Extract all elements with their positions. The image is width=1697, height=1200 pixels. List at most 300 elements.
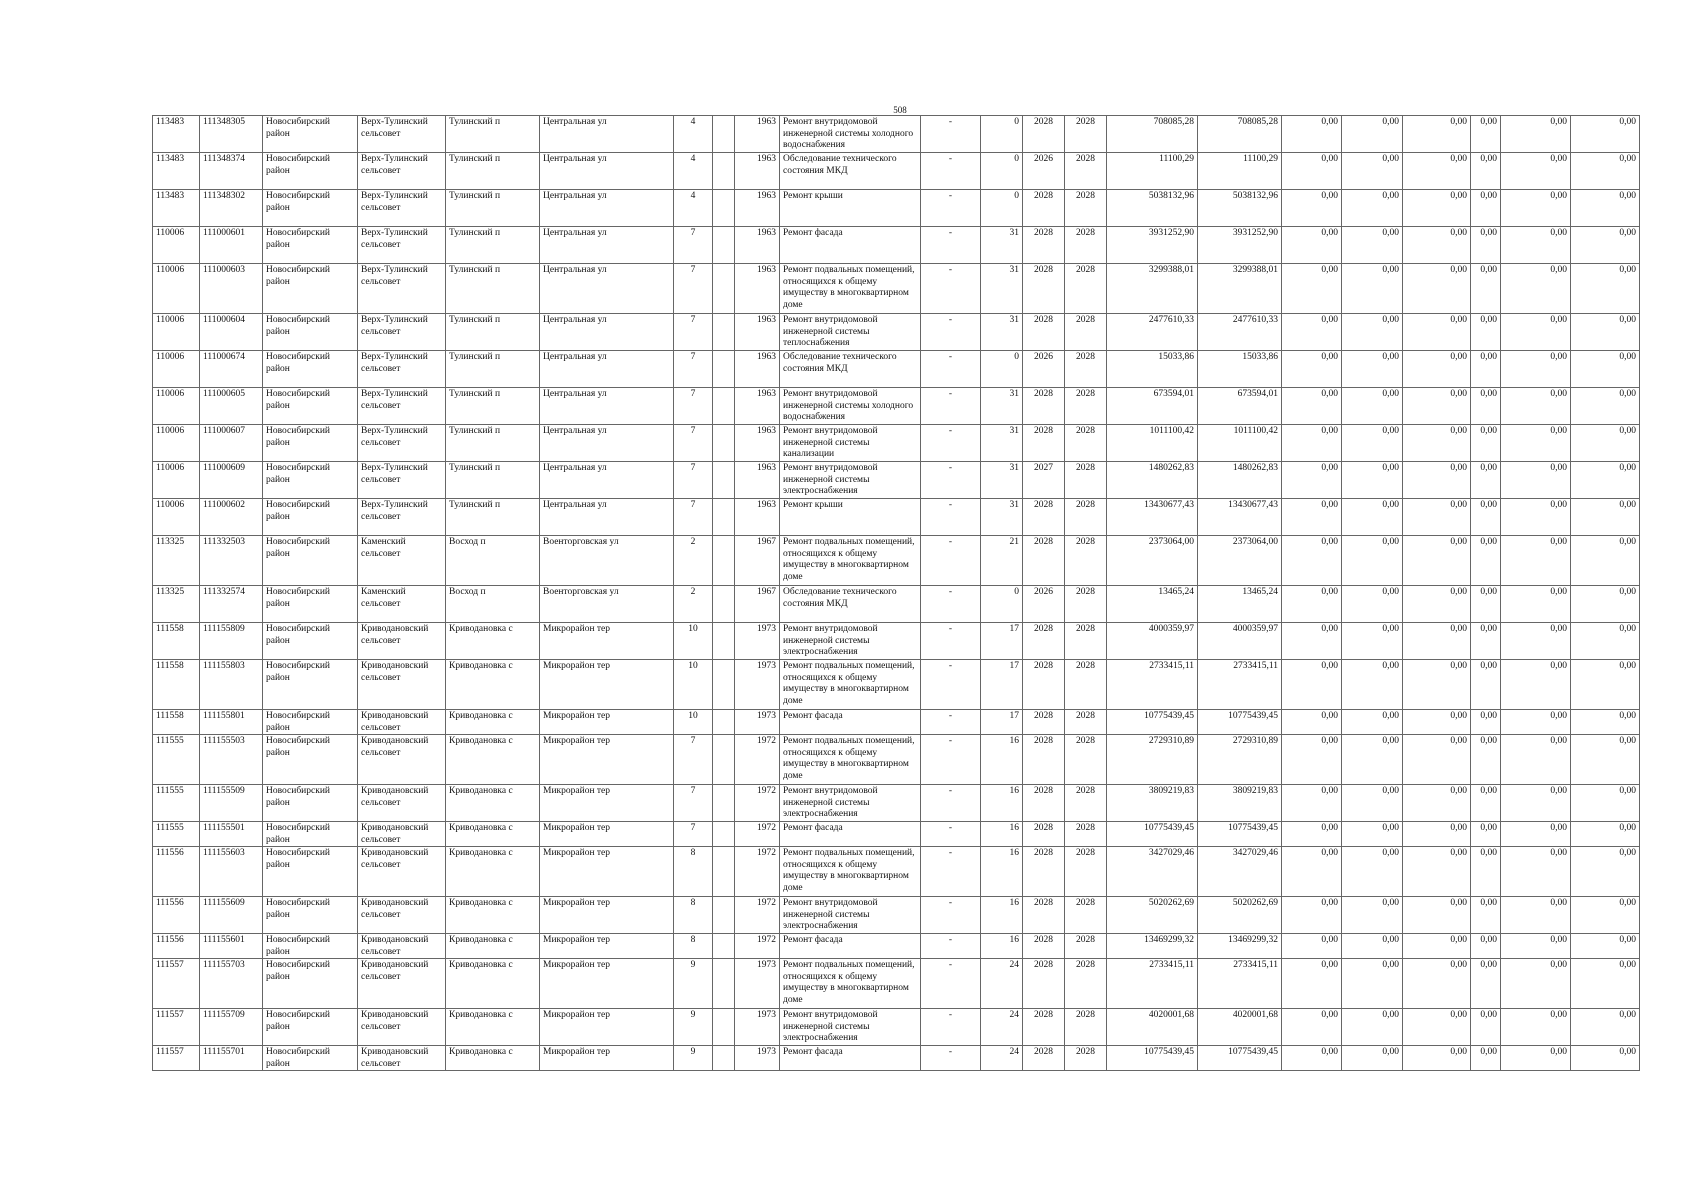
cell-cost-amount: 1011100,42 xyxy=(1198,425,1282,462)
cell-fund-1: 0,00 xyxy=(1282,425,1342,462)
cell-fund-6: 0,00 xyxy=(1571,847,1640,897)
cell-fund-5: 0,00 xyxy=(1501,1046,1571,1071)
cell-fund-6: 0,00 xyxy=(1571,190,1640,227)
cell-settlement: Тулинский п xyxy=(446,116,540,153)
cell-fund-2: 0,00 xyxy=(1342,735,1403,785)
cell-settlement: Восход п xyxy=(446,536,540,586)
cell-work-type: Ремонт внутридомовой инженерной системы теплоснабжения xyxy=(780,314,921,351)
cell-work-type: Обследование технического состояния МКД xyxy=(780,351,921,388)
cell-municipality: Верх-Тулинский сельсовет xyxy=(358,314,446,351)
cell-count: 16 xyxy=(981,897,1023,934)
cell-year-end: 2028 xyxy=(1065,227,1107,264)
cell-year-planned: 2028 xyxy=(1023,897,1065,934)
cell-fund-4: 0,00 xyxy=(1471,847,1501,897)
cell-dash: - xyxy=(921,499,981,536)
cell-year-built: 1973 xyxy=(735,1046,780,1071)
cell-building xyxy=(713,959,735,1009)
cell-year-end: 2028 xyxy=(1065,847,1107,897)
cell-fund-1: 0,00 xyxy=(1282,227,1342,264)
cell-fund-5: 0,00 xyxy=(1501,499,1571,536)
cell-street: Центральная ул xyxy=(540,425,674,462)
cell-year-planned: 2028 xyxy=(1023,227,1065,264)
cell-year-planned: 2028 xyxy=(1023,388,1065,425)
cell-year-built: 1973 xyxy=(735,710,780,735)
cell-house-id: 111555 xyxy=(153,735,200,785)
cell-count: 0 xyxy=(981,586,1023,623)
cell-fund-6: 0,00 xyxy=(1571,1046,1640,1071)
cell-house-number: 2 xyxy=(674,536,713,586)
cell-fund-2: 0,00 xyxy=(1342,499,1403,536)
cell-street: Центральная ул xyxy=(540,227,674,264)
cell-cost-amount: 13430677,43 xyxy=(1198,499,1282,536)
cell-work-id: 111155803 xyxy=(200,660,263,710)
cell-cost-amount: 3427029,46 xyxy=(1198,847,1282,897)
cell-settlement: Тулинский п xyxy=(446,153,540,190)
cell-fund-4: 0,00 xyxy=(1471,536,1501,586)
cell-building xyxy=(713,847,735,897)
cell-year-built: 1963 xyxy=(735,499,780,536)
cell-total-cost: 2373064,00 xyxy=(1107,536,1198,586)
cell-fund-6: 0,00 xyxy=(1571,822,1640,847)
cell-total-cost: 3809219,83 xyxy=(1107,785,1198,822)
cell-house-number: 7 xyxy=(674,425,713,462)
cell-fund-3: 0,00 xyxy=(1403,959,1471,1009)
cell-settlement: Криводановка с xyxy=(446,785,540,822)
cell-work-id: 111332574 xyxy=(200,586,263,623)
cell-work-type: Ремонт подвальных помещений, относящихся к общему имуществу в многоквартирном доме xyxy=(780,847,921,897)
cell-count: 31 xyxy=(981,314,1023,351)
cell-year-end: 2028 xyxy=(1065,314,1107,351)
cell-count: 31 xyxy=(981,462,1023,499)
cell-fund-1: 0,00 xyxy=(1282,822,1342,847)
cell-settlement: Криводановка с xyxy=(446,1009,540,1046)
cell-cost-amount: 3809219,83 xyxy=(1198,785,1282,822)
cell-fund-1: 0,00 xyxy=(1282,499,1342,536)
cell-dash: - xyxy=(921,623,981,660)
cell-house-number: 10 xyxy=(674,623,713,660)
cell-fund-1: 0,00 xyxy=(1282,388,1342,425)
cell-work-type: Ремонт внутридомовой инженерной системы электроснабжения xyxy=(780,623,921,660)
cell-fund-2: 0,00 xyxy=(1342,190,1403,227)
cell-municipality: Верх-Тулинский сельсовет xyxy=(358,499,446,536)
cell-house-id: 110006 xyxy=(153,499,200,536)
cell-work-id: 111155509 xyxy=(200,785,263,822)
cell-fund-3: 0,00 xyxy=(1403,735,1471,785)
cell-work-type: Ремонт внутридомовой инженерной системы холодного водоснабжения xyxy=(780,388,921,425)
cell-district: Новосибирский район xyxy=(263,388,358,425)
cell-settlement: Криводановка с xyxy=(446,660,540,710)
cell-building xyxy=(713,462,735,499)
cell-house-number: 7 xyxy=(674,351,713,388)
cell-work-id: 111155703 xyxy=(200,959,263,1009)
cell-district: Новосибирский район xyxy=(263,660,358,710)
cell-fund-1: 0,00 xyxy=(1282,710,1342,735)
cell-work-id: 111000602 xyxy=(200,499,263,536)
cell-cost-amount: 3931252,90 xyxy=(1198,227,1282,264)
table-row xyxy=(153,623,1640,660)
cell-fund-3: 0,00 xyxy=(1403,499,1471,536)
cell-house-number: 8 xyxy=(674,934,713,959)
cell-year-end: 2028 xyxy=(1065,425,1107,462)
cell-settlement: Тулинский п xyxy=(446,388,540,425)
cell-house-id: 110006 xyxy=(153,388,200,425)
cell-street: Микрорайон тер xyxy=(540,660,674,710)
cell-district: Новосибирский район xyxy=(263,314,358,351)
cell-year-built: 1963 xyxy=(735,264,780,314)
cell-fund-2: 0,00 xyxy=(1342,536,1403,586)
cell-fund-6: 0,00 xyxy=(1571,264,1640,314)
cell-fund-2: 0,00 xyxy=(1342,897,1403,934)
cell-fund-2: 0,00 xyxy=(1342,462,1403,499)
cell-fund-4: 0,00 xyxy=(1471,1009,1501,1046)
cell-year-planned: 2028 xyxy=(1023,314,1065,351)
cell-fund-2: 0,00 xyxy=(1342,959,1403,1009)
table-body xyxy=(153,116,1640,1071)
cell-total-cost: 4020001,68 xyxy=(1107,1009,1198,1046)
cell-building xyxy=(713,785,735,822)
cell-fund-6: 0,00 xyxy=(1571,897,1640,934)
cell-dash: - xyxy=(921,462,981,499)
cell-municipality: Криводановский сельсовет xyxy=(358,623,446,660)
cell-street: Микрорайон тер xyxy=(540,847,674,897)
cell-work-type: Ремонт внутридомовой инженерной системы электроснабжения xyxy=(780,1009,921,1046)
table-row xyxy=(153,351,1640,388)
cell-building xyxy=(713,1046,735,1071)
cell-house-number: 7 xyxy=(674,499,713,536)
cell-house-id: 111558 xyxy=(153,660,200,710)
cell-settlement: Криводановка с xyxy=(446,847,540,897)
cell-building xyxy=(713,586,735,623)
table-row xyxy=(153,660,1640,710)
cell-fund-6: 0,00 xyxy=(1571,735,1640,785)
cell-fund-6: 0,00 xyxy=(1571,785,1640,822)
cell-street: Микрорайон тер xyxy=(540,623,674,660)
cell-dash: - xyxy=(921,660,981,710)
cell-dash: - xyxy=(921,351,981,388)
cell-municipality: Криводановский сельсовет xyxy=(358,959,446,1009)
cell-fund-3: 0,00 xyxy=(1403,785,1471,822)
cell-total-cost: 1011100,42 xyxy=(1107,425,1198,462)
cell-fund-6: 0,00 xyxy=(1571,388,1640,425)
cell-fund-5: 0,00 xyxy=(1501,623,1571,660)
cell-year-built: 1963 xyxy=(735,227,780,264)
cell-house-id: 111557 xyxy=(153,1009,200,1046)
cell-work-id: 111155601 xyxy=(200,934,263,959)
cell-fund-6: 0,00 xyxy=(1571,314,1640,351)
cell-house-id: 110006 xyxy=(153,227,200,264)
cell-fund-3: 0,00 xyxy=(1403,934,1471,959)
cell-house-id: 110006 xyxy=(153,264,200,314)
cell-fund-4: 0,00 xyxy=(1471,785,1501,822)
capital-repair-table xyxy=(152,115,1640,1071)
cell-municipality: Криводановский сельсовет xyxy=(358,710,446,735)
cell-fund-4: 0,00 xyxy=(1471,1046,1501,1071)
cell-count: 21 xyxy=(981,536,1023,586)
cell-street: Микрорайон тер xyxy=(540,822,674,847)
cell-fund-5: 0,00 xyxy=(1501,710,1571,735)
cell-work-type: Ремонт внутридомовой инженерной системы холодного водоснабжения xyxy=(780,116,921,153)
cell-fund-3: 0,00 xyxy=(1403,586,1471,623)
cell-cost-amount: 13469299,32 xyxy=(1198,934,1282,959)
cell-house-number: 7 xyxy=(674,735,713,785)
cell-fund-2: 0,00 xyxy=(1342,116,1403,153)
cell-fund-5: 0,00 xyxy=(1501,1009,1571,1046)
cell-work-id: 111000604 xyxy=(200,314,263,351)
cell-count: 31 xyxy=(981,425,1023,462)
cell-building xyxy=(713,314,735,351)
cell-count: 17 xyxy=(981,710,1023,735)
cell-dash: - xyxy=(921,586,981,623)
cell-fund-5: 0,00 xyxy=(1501,586,1571,623)
cell-fund-4: 0,00 xyxy=(1471,735,1501,785)
cell-work-id: 111000603 xyxy=(200,264,263,314)
cell-fund-6: 0,00 xyxy=(1571,623,1640,660)
cell-work-id: 111155801 xyxy=(200,710,263,735)
cell-fund-3: 0,00 xyxy=(1403,1009,1471,1046)
cell-year-end: 2028 xyxy=(1065,586,1107,623)
cell-year-planned: 2028 xyxy=(1023,116,1065,153)
cell-settlement: Тулинский п xyxy=(446,314,540,351)
cell-fund-2: 0,00 xyxy=(1342,1009,1403,1046)
cell-cost-amount: 708085,28 xyxy=(1198,116,1282,153)
cell-district: Новосибирский район xyxy=(263,710,358,735)
cell-cost-amount: 10775439,45 xyxy=(1198,822,1282,847)
cell-street: Центральная ул xyxy=(540,264,674,314)
cell-total-cost: 10775439,45 xyxy=(1107,822,1198,847)
cell-total-cost: 3427029,46 xyxy=(1107,847,1198,897)
table-row xyxy=(153,153,1640,190)
cell-fund-4: 0,00 xyxy=(1471,934,1501,959)
cell-cost-amount: 3299388,01 xyxy=(1198,264,1282,314)
cell-street: Микрорайон тер xyxy=(540,735,674,785)
cell-cost-amount: 11100,29 xyxy=(1198,153,1282,190)
cell-district: Новосибирский район xyxy=(263,153,358,190)
cell-building xyxy=(713,388,735,425)
cell-municipality: Верх-Тулинский сельсовет xyxy=(358,190,446,227)
cell-house-id: 113483 xyxy=(153,190,200,227)
cell-total-cost: 3931252,90 xyxy=(1107,227,1198,264)
cell-settlement: Криводановка с xyxy=(446,710,540,735)
cell-fund-1: 0,00 xyxy=(1282,660,1342,710)
cell-dash: - xyxy=(921,190,981,227)
cell-house-number: 7 xyxy=(674,227,713,264)
cell-street: Микрорайон тер xyxy=(540,710,674,735)
cell-fund-5: 0,00 xyxy=(1501,934,1571,959)
cell-house-id: 110006 xyxy=(153,462,200,499)
cell-fund-1: 0,00 xyxy=(1282,623,1342,660)
cell-dash: - xyxy=(921,227,981,264)
cell-total-cost: 673594,01 xyxy=(1107,388,1198,425)
cell-fund-1: 0,00 xyxy=(1282,190,1342,227)
cell-year-planned: 2028 xyxy=(1023,264,1065,314)
cell-total-cost: 10775439,45 xyxy=(1107,1046,1198,1071)
cell-fund-2: 0,00 xyxy=(1342,153,1403,190)
cell-total-cost: 11100,29 xyxy=(1107,153,1198,190)
cell-total-cost: 1480262,83 xyxy=(1107,462,1198,499)
table-row xyxy=(153,1046,1640,1071)
cell-year-planned: 2028 xyxy=(1023,623,1065,660)
cell-house-number: 4 xyxy=(674,116,713,153)
cell-fund-2: 0,00 xyxy=(1342,822,1403,847)
table-row xyxy=(153,710,1640,735)
cell-municipality: Криводановский сельсовет xyxy=(358,1046,446,1071)
cell-building xyxy=(713,934,735,959)
cell-fund-6: 0,00 xyxy=(1571,425,1640,462)
cell-settlement: Тулинский п xyxy=(446,499,540,536)
cell-year-built: 1972 xyxy=(735,897,780,934)
cell-work-type: Ремонт фасада xyxy=(780,822,921,847)
cell-total-cost: 3299388,01 xyxy=(1107,264,1198,314)
cell-count: 16 xyxy=(981,735,1023,785)
cell-fund-2: 0,00 xyxy=(1342,660,1403,710)
cell-street: Центральная ул xyxy=(540,153,674,190)
cell-cost-amount: 2733415,11 xyxy=(1198,660,1282,710)
cell-house-id: 111556 xyxy=(153,897,200,934)
cell-count: 31 xyxy=(981,264,1023,314)
cell-total-cost: 2733415,11 xyxy=(1107,660,1198,710)
cell-building xyxy=(713,116,735,153)
cell-house-id: 111556 xyxy=(153,934,200,959)
cell-work-id: 111155809 xyxy=(200,623,263,660)
cell-work-id: 111332503 xyxy=(200,536,263,586)
cell-fund-3: 0,00 xyxy=(1403,227,1471,264)
cell-count: 16 xyxy=(981,822,1023,847)
cell-fund-5: 0,00 xyxy=(1501,388,1571,425)
table-row xyxy=(153,499,1640,536)
cell-house-id: 110006 xyxy=(153,425,200,462)
cell-street: Микрорайон тер xyxy=(540,1046,674,1071)
cell-fund-2: 0,00 xyxy=(1342,623,1403,660)
cell-municipality: Криводановский сельсовет xyxy=(358,1009,446,1046)
cell-house-number: 7 xyxy=(674,785,713,822)
cell-work-type: Ремонт крыши xyxy=(780,190,921,227)
table-row xyxy=(153,735,1640,785)
cell-district: Новосибирский район xyxy=(263,897,358,934)
cell-work-id: 111348305 xyxy=(200,116,263,153)
table-row xyxy=(153,847,1640,897)
cell-dash: - xyxy=(921,822,981,847)
cell-municipality: Верх-Тулинский сельсовет xyxy=(358,351,446,388)
cell-year-end: 2028 xyxy=(1065,153,1107,190)
cell-dash: - xyxy=(921,425,981,462)
cell-house-number: 7 xyxy=(674,314,713,351)
cell-fund-5: 0,00 xyxy=(1501,351,1571,388)
cell-district: Новосибирский район xyxy=(263,934,358,959)
table-row xyxy=(153,190,1640,227)
cell-work-id: 111155701 xyxy=(200,1046,263,1071)
cell-cost-amount: 15033,86 xyxy=(1198,351,1282,388)
cell-work-type: Ремонт фасада xyxy=(780,227,921,264)
cell-total-cost: 2477610,33 xyxy=(1107,314,1198,351)
cell-house-number: 7 xyxy=(674,264,713,314)
cell-street: Военторговская ул xyxy=(540,586,674,623)
cell-district: Новосибирский район xyxy=(263,847,358,897)
cell-building xyxy=(713,623,735,660)
cell-district: Новосибирский район xyxy=(263,623,358,660)
cell-fund-1: 0,00 xyxy=(1282,785,1342,822)
cell-year-built: 1963 xyxy=(735,190,780,227)
cell-total-cost: 10775439,45 xyxy=(1107,710,1198,735)
table-row xyxy=(153,934,1640,959)
cell-street: Центральная ул xyxy=(540,462,674,499)
cell-district: Новосибирский район xyxy=(263,785,358,822)
cell-settlement: Тулинский п xyxy=(446,190,540,227)
cell-fund-6: 0,00 xyxy=(1571,710,1640,735)
cell-year-end: 2028 xyxy=(1065,499,1107,536)
cell-street: Центральная ул xyxy=(540,116,674,153)
cell-settlement: Тулинский п xyxy=(446,264,540,314)
cell-year-built: 1972 xyxy=(735,785,780,822)
cell-fund-4: 0,00 xyxy=(1471,116,1501,153)
cell-work-type: Ремонт подвальных помещений, относящихся к общему имуществу в многоквартирном доме xyxy=(780,660,921,710)
cell-house-number: 7 xyxy=(674,822,713,847)
cell-work-type: Ремонт крыши xyxy=(780,499,921,536)
cell-year-end: 2028 xyxy=(1065,623,1107,660)
cell-work-type: Ремонт подвальных помещений, относящихся к общему имуществу в многоквартирном доме xyxy=(780,536,921,586)
cell-fund-3: 0,00 xyxy=(1403,425,1471,462)
cell-fund-4: 0,00 xyxy=(1471,959,1501,1009)
cell-district: Новосибирский район xyxy=(263,227,358,264)
cell-fund-3: 0,00 xyxy=(1403,710,1471,735)
cell-building xyxy=(713,425,735,462)
cell-year-built: 1973 xyxy=(735,660,780,710)
cell-cost-amount: 4020001,68 xyxy=(1198,1009,1282,1046)
cell-year-planned: 2028 xyxy=(1023,847,1065,897)
cell-year-planned: 2026 xyxy=(1023,153,1065,190)
cell-year-planned: 2028 xyxy=(1023,785,1065,822)
cell-fund-6: 0,00 xyxy=(1571,499,1640,536)
cell-municipality: Верх-Тулинский сельсовет xyxy=(358,462,446,499)
cell-house-number: 8 xyxy=(674,847,713,897)
cell-work-id: 111155501 xyxy=(200,822,263,847)
cell-building xyxy=(713,710,735,735)
cell-year-built: 1967 xyxy=(735,586,780,623)
cell-total-cost: 15033,86 xyxy=(1107,351,1198,388)
cell-fund-5: 0,00 xyxy=(1501,735,1571,785)
cell-dash: - xyxy=(921,536,981,586)
cell-year-end: 2028 xyxy=(1065,710,1107,735)
cell-fund-2: 0,00 xyxy=(1342,388,1403,425)
cell-year-planned: 2028 xyxy=(1023,536,1065,586)
cell-year-end: 2028 xyxy=(1065,785,1107,822)
cell-fund-1: 0,00 xyxy=(1282,153,1342,190)
cell-fund-2: 0,00 xyxy=(1342,934,1403,959)
cell-street: Центральная ул xyxy=(540,388,674,425)
cell-total-cost: 13465,24 xyxy=(1107,586,1198,623)
cell-count: 0 xyxy=(981,153,1023,190)
cell-district: Новосибирский район xyxy=(263,116,358,153)
cell-district: Новосибирский район xyxy=(263,586,358,623)
cell-settlement: Криводановка с xyxy=(446,735,540,785)
cell-year-built: 1963 xyxy=(735,388,780,425)
cell-settlement: Тулинский п xyxy=(446,351,540,388)
cell-year-built: 1967 xyxy=(735,536,780,586)
cell-cost-amount: 673594,01 xyxy=(1198,388,1282,425)
cell-fund-1: 0,00 xyxy=(1282,1009,1342,1046)
cell-fund-3: 0,00 xyxy=(1403,388,1471,425)
cell-fund-5: 0,00 xyxy=(1501,462,1571,499)
cell-street: Центральная ул xyxy=(540,190,674,227)
cell-year-built: 1963 xyxy=(735,351,780,388)
cell-fund-6: 0,00 xyxy=(1571,116,1640,153)
cell-house-number: 4 xyxy=(674,190,713,227)
cell-work-id: 111155709 xyxy=(200,1009,263,1046)
cell-fund-5: 0,00 xyxy=(1501,190,1571,227)
cell-work-type: Ремонт фасада xyxy=(780,1046,921,1071)
cell-year-planned: 2026 xyxy=(1023,351,1065,388)
table-row xyxy=(153,388,1640,425)
cell-total-cost: 5020262,69 xyxy=(1107,897,1198,934)
